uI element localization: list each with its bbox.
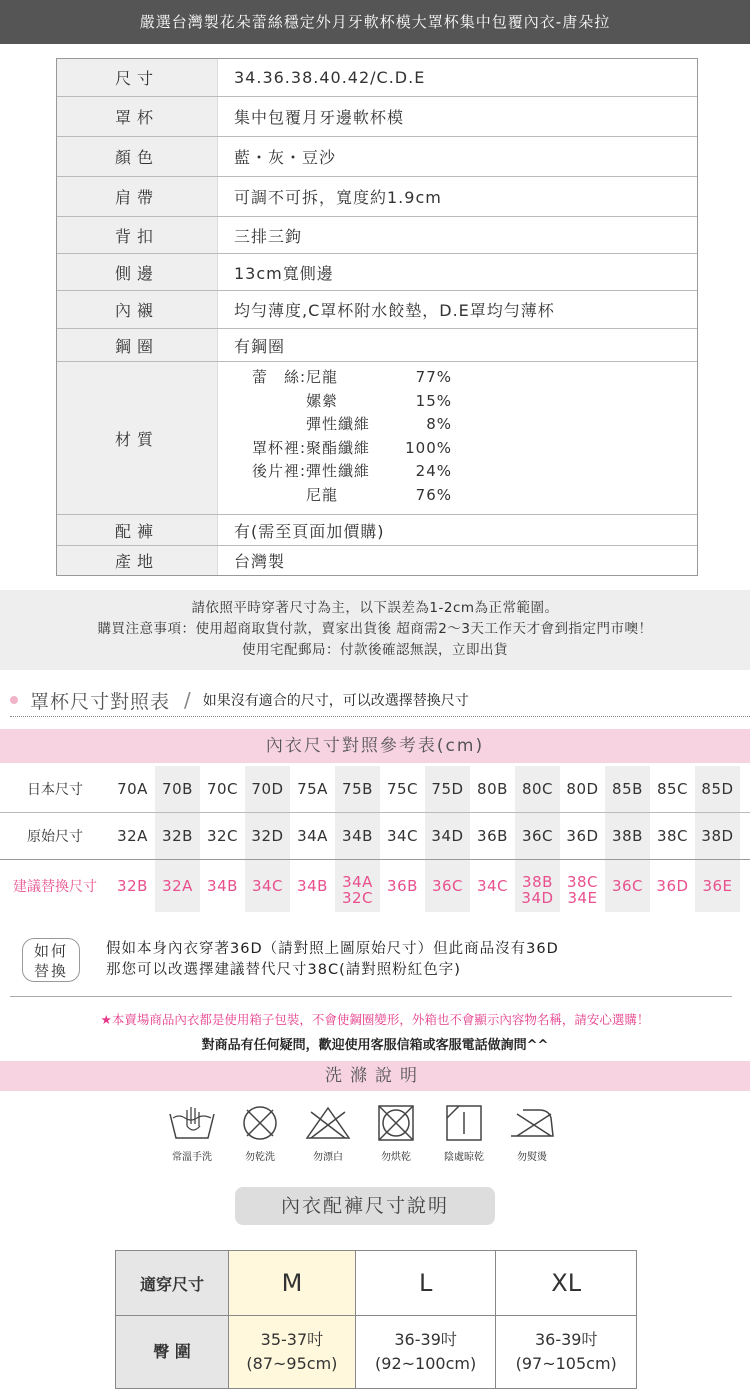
- section-title: 罩杯尺寸對照表: [30, 690, 171, 713]
- wash-item: [294, 1104, 362, 1163]
- replacement-explainer: [22, 938, 559, 982]
- hip-cm: (92~100cm): [375, 1354, 477, 1373]
- spec-value: 均勻薄度,C罩杯附水餃墊，D.E罩均勻薄杯: [234, 301, 555, 320]
- howto-line: 那您可以改選擇建議替代尺寸38C(請對照粉紅色字): [106, 962, 461, 978]
- wash-label: 勿乾洗: [245, 1152, 275, 1163]
- spec-row: [57, 97, 697, 137]
- material-part: [234, 413, 306, 437]
- hip-cm: (87~95cm): [246, 1354, 338, 1373]
- spec-row: [57, 254, 697, 291]
- page-title: 嚴選台灣製花朵蕾絲穩定外月牙軟杯模大罩杯集中包覆內衣-唐朵拉: [139, 13, 611, 31]
- wash-item: [430, 1104, 498, 1163]
- size-cell: 34A: [297, 827, 328, 845]
- size-cell: 34C: [386, 827, 419, 845]
- material-part: [234, 484, 306, 508]
- wash-title: 洗滌說明: [325, 1066, 425, 1086]
- shipping-note: ★本賣場商品內衣都是使用箱子包裝，不會使鋼圈變形，外箱也不會顯示內容物名稱，請安心選購！: [100, 1012, 650, 1027]
- shade-dry-icon: [439, 1104, 489, 1142]
- size-cell: 34B: [297, 877, 328, 895]
- wash-item: [498, 1104, 566, 1163]
- hip-inch: 36-39吋: [394, 1330, 457, 1349]
- material-pct: 8%: [426, 415, 452, 433]
- spec-label: 肩帶: [57, 177, 218, 216]
- pants-size-l: L: [355, 1251, 496, 1316]
- size-table-title-bar: [0, 729, 750, 763]
- material-list: [218, 362, 452, 514]
- material-part: 罩杯裡:: [251, 438, 306, 457]
- size-cell: 70C: [206, 780, 239, 798]
- size-row-label: 原始尺寸: [27, 829, 83, 845]
- spec-label: 尺寸: [57, 59, 218, 96]
- size-cell: 36E: [695, 860, 740, 912]
- size-cell: 38C: [656, 827, 689, 845]
- size-cell: 85B: [605, 766, 650, 812]
- howto-text: [106, 939, 559, 981]
- wash-label: 勿熨燙: [517, 1152, 547, 1163]
- size-cell: 36D: [566, 827, 599, 845]
- howto-badge: [22, 938, 80, 982]
- size-row-label: 建議替換尺寸: [13, 879, 97, 895]
- material-fiber: 聚酯纖維: [306, 438, 371, 457]
- spec-row: [57, 546, 697, 575]
- size-cell: 34A 32C: [335, 860, 380, 912]
- spec-value: 13cm寬側邊: [234, 263, 334, 283]
- spec-value: 有(需至頁面加價購): [234, 521, 385, 541]
- table-row: [116, 1316, 637, 1389]
- divider-slash: /: [184, 688, 191, 712]
- material-row: [234, 437, 452, 461]
- material-fiber: 嫘縈: [306, 391, 339, 410]
- size-cell: 38B: [605, 813, 650, 859]
- material-pct: 15%: [415, 391, 452, 410]
- spec-label: 側邊: [57, 254, 218, 290]
- wash-label: 勿漂白: [313, 1152, 343, 1163]
- size-cell: 75A: [297, 780, 328, 798]
- section-subtitle: 如果沒有適合的尺寸，可以改選擇替換尺寸: [202, 693, 469, 709]
- pants-hip-l: [355, 1316, 496, 1389]
- hip-cm: (97~105cm): [515, 1354, 617, 1373]
- size-cell: 85D: [695, 766, 740, 812]
- size-table-row: [0, 766, 750, 813]
- wash-label: 勿烘乾: [381, 1152, 411, 1163]
- size-table-title: 內衣尺寸對照參考表(cm): [265, 736, 485, 756]
- spec-row: [57, 291, 697, 329]
- size-table-row: [0, 860, 750, 912]
- no-bleach-icon: [303, 1104, 353, 1142]
- bullet-dot-icon: [10, 696, 18, 704]
- table-row: [116, 1251, 637, 1316]
- size-section-header: [10, 684, 750, 717]
- size-cell: 34C: [476, 877, 509, 895]
- spec-value: 34.36.38.40.42/C.D.E: [234, 68, 426, 87]
- size-row-label: 日本尺寸: [27, 782, 83, 798]
- material-pct: 77%: [415, 368, 452, 386]
- size-cell: 70D: [245, 766, 290, 812]
- spec-value: 可調不可拆，寬度約1.9cm: [234, 188, 442, 207]
- size-cell: 36B: [387, 877, 418, 895]
- size-table-row: [0, 813, 750, 860]
- pants-size-m: M: [229, 1251, 356, 1316]
- pants-hip-m: [229, 1316, 356, 1389]
- material-pct: 24%: [415, 462, 452, 480]
- size-cell: 85C: [656, 780, 689, 798]
- pants-hip-label: 臀 圍: [116, 1316, 229, 1389]
- material-row: [234, 460, 452, 484]
- size-cell: 36C: [425, 860, 470, 912]
- size-cell: 36C: [605, 860, 650, 912]
- material-part: 蕾 絲:: [251, 368, 306, 386]
- spec-label: 罩杯: [57, 97, 218, 136]
- material-fiber: 尼龍: [306, 485, 339, 504]
- material-row: [234, 390, 452, 414]
- material-row: [234, 484, 452, 508]
- material-fiber: 尼龍: [306, 368, 339, 386]
- pants-size-table: [115, 1250, 637, 1389]
- material-part: [234, 390, 306, 414]
- material-row: [234, 366, 452, 390]
- wash-title-bar: [0, 1061, 750, 1091]
- notice-line: 使用宅配郵局：付款後確認無誤，立即出貨: [242, 642, 508, 658]
- wash-icons: [158, 1104, 566, 1163]
- size-cell: 32B: [155, 813, 200, 859]
- material-row: [234, 413, 452, 437]
- size-cell: 38D: [695, 813, 740, 859]
- spec-row: [57, 177, 697, 217]
- hip-inch: 36-39吋: [534, 1330, 598, 1349]
- size-cell: 75C: [386, 780, 419, 798]
- hip-inch: 35-37吋: [260, 1330, 324, 1349]
- size-cell: 75B: [335, 766, 380, 812]
- wash-label: 常溫手洗: [172, 1152, 212, 1163]
- size-cell: 36B: [477, 827, 508, 845]
- size-cell: 32C: [206, 827, 239, 845]
- spec-value: 三排三鉤: [234, 226, 303, 246]
- spec-row: [57, 59, 697, 97]
- spec-value: 有鋼圈: [234, 336, 286, 356]
- pants-size-xl: XL: [496, 1251, 637, 1316]
- size-cell: 80C: [515, 766, 560, 812]
- spec-label: 材質: [57, 362, 218, 514]
- spec-label: 配褲: [57, 515, 218, 545]
- page-title-bar: [0, 0, 750, 44]
- spec-value: 台灣製: [234, 552, 286, 571]
- size-cell: 32D: [245, 813, 290, 859]
- material-pct: 100%: [405, 438, 452, 457]
- notice-line: 購買注意事項：使用超商取貨付款，賣家出貨後 超商需2～3天工作天才會到指定門市噢！: [97, 621, 653, 637]
- size-cell: 38B 34D: [515, 860, 560, 912]
- no-dry-clean-icon: [235, 1104, 285, 1142]
- spec-label: 鋼圈: [57, 329, 218, 361]
- material-fiber: 彈性纖維: [306, 415, 371, 433]
- spec-value: 集中包覆月牙邊軟杯模: [234, 108, 405, 127]
- spec-label: 顏色: [57, 137, 218, 176]
- wash-label: 陰處晾乾: [444, 1152, 484, 1163]
- hand-wash-icon: [167, 1104, 217, 1142]
- size-cell: 80D: [566, 780, 599, 798]
- size-comparison-table: [0, 766, 750, 912]
- spec-row: [57, 329, 697, 362]
- spec-row: [57, 217, 697, 254]
- size-cell: 34B: [207, 877, 238, 895]
- divider: [10, 996, 732, 997]
- size-cell: 34B: [335, 813, 380, 859]
- size-cell: 34D: [425, 813, 470, 859]
- spec-row: [57, 515, 697, 546]
- spec-label: 內襯: [57, 291, 218, 328]
- size-cell: 34C: [245, 860, 290, 912]
- spec-value: 藍・灰・豆沙: [234, 148, 337, 167]
- howto-line: 假如本身內衣穿著36D（請對照上圖原始尺寸）但此商品沒有36D: [106, 941, 559, 957]
- pants-hip-xl: [496, 1316, 637, 1389]
- size-cell: 38C 34E: [566, 873, 599, 907]
- size-cell: 32B: [117, 877, 148, 895]
- size-cell: 32A: [117, 827, 148, 845]
- material-pct: 76%: [415, 485, 452, 504]
- howto-badge-line: 替換: [33, 962, 68, 980]
- pants-title: 內衣配褲尺寸說明: [280, 1195, 449, 1217]
- size-cell: 36C: [515, 813, 560, 859]
- wash-item: [158, 1104, 226, 1163]
- spec-table: [56, 58, 698, 576]
- spec-label: 產地: [57, 546, 218, 575]
- pants-size-title: [235, 1187, 495, 1225]
- size-cell: 32A: [155, 860, 200, 912]
- purchase-notice: [0, 590, 750, 670]
- size-cell: 36D: [656, 877, 689, 895]
- size-cell: 75D: [425, 766, 470, 812]
- pants-header-label: 適穿尺寸: [116, 1251, 229, 1316]
- material-part: 後片裡:: [251, 462, 306, 480]
- no-iron-icon: [507, 1104, 557, 1142]
- size-cell: 70B: [155, 766, 200, 812]
- spec-label: 背扣: [57, 217, 218, 253]
- notice-line: 請依照平時穿著尺寸為主，以下誤差為1-2cm為正常範圍。: [191, 600, 559, 616]
- spec-row-material: [57, 362, 697, 515]
- spec-row: [57, 137, 697, 177]
- material-fiber: 彈性纖維: [306, 462, 371, 480]
- contact-note: 對商品有任何疑問，歡迎使用客服信箱或客服電話做詢問^^: [201, 1038, 549, 1053]
- wash-item: [226, 1104, 294, 1163]
- howto-badge-line: 如何: [33, 942, 68, 960]
- size-cell: 70A: [117, 780, 148, 798]
- no-tumble-dry-icon: [371, 1104, 421, 1142]
- wash-item: [362, 1104, 430, 1163]
- size-cell: 80B: [477, 780, 508, 798]
